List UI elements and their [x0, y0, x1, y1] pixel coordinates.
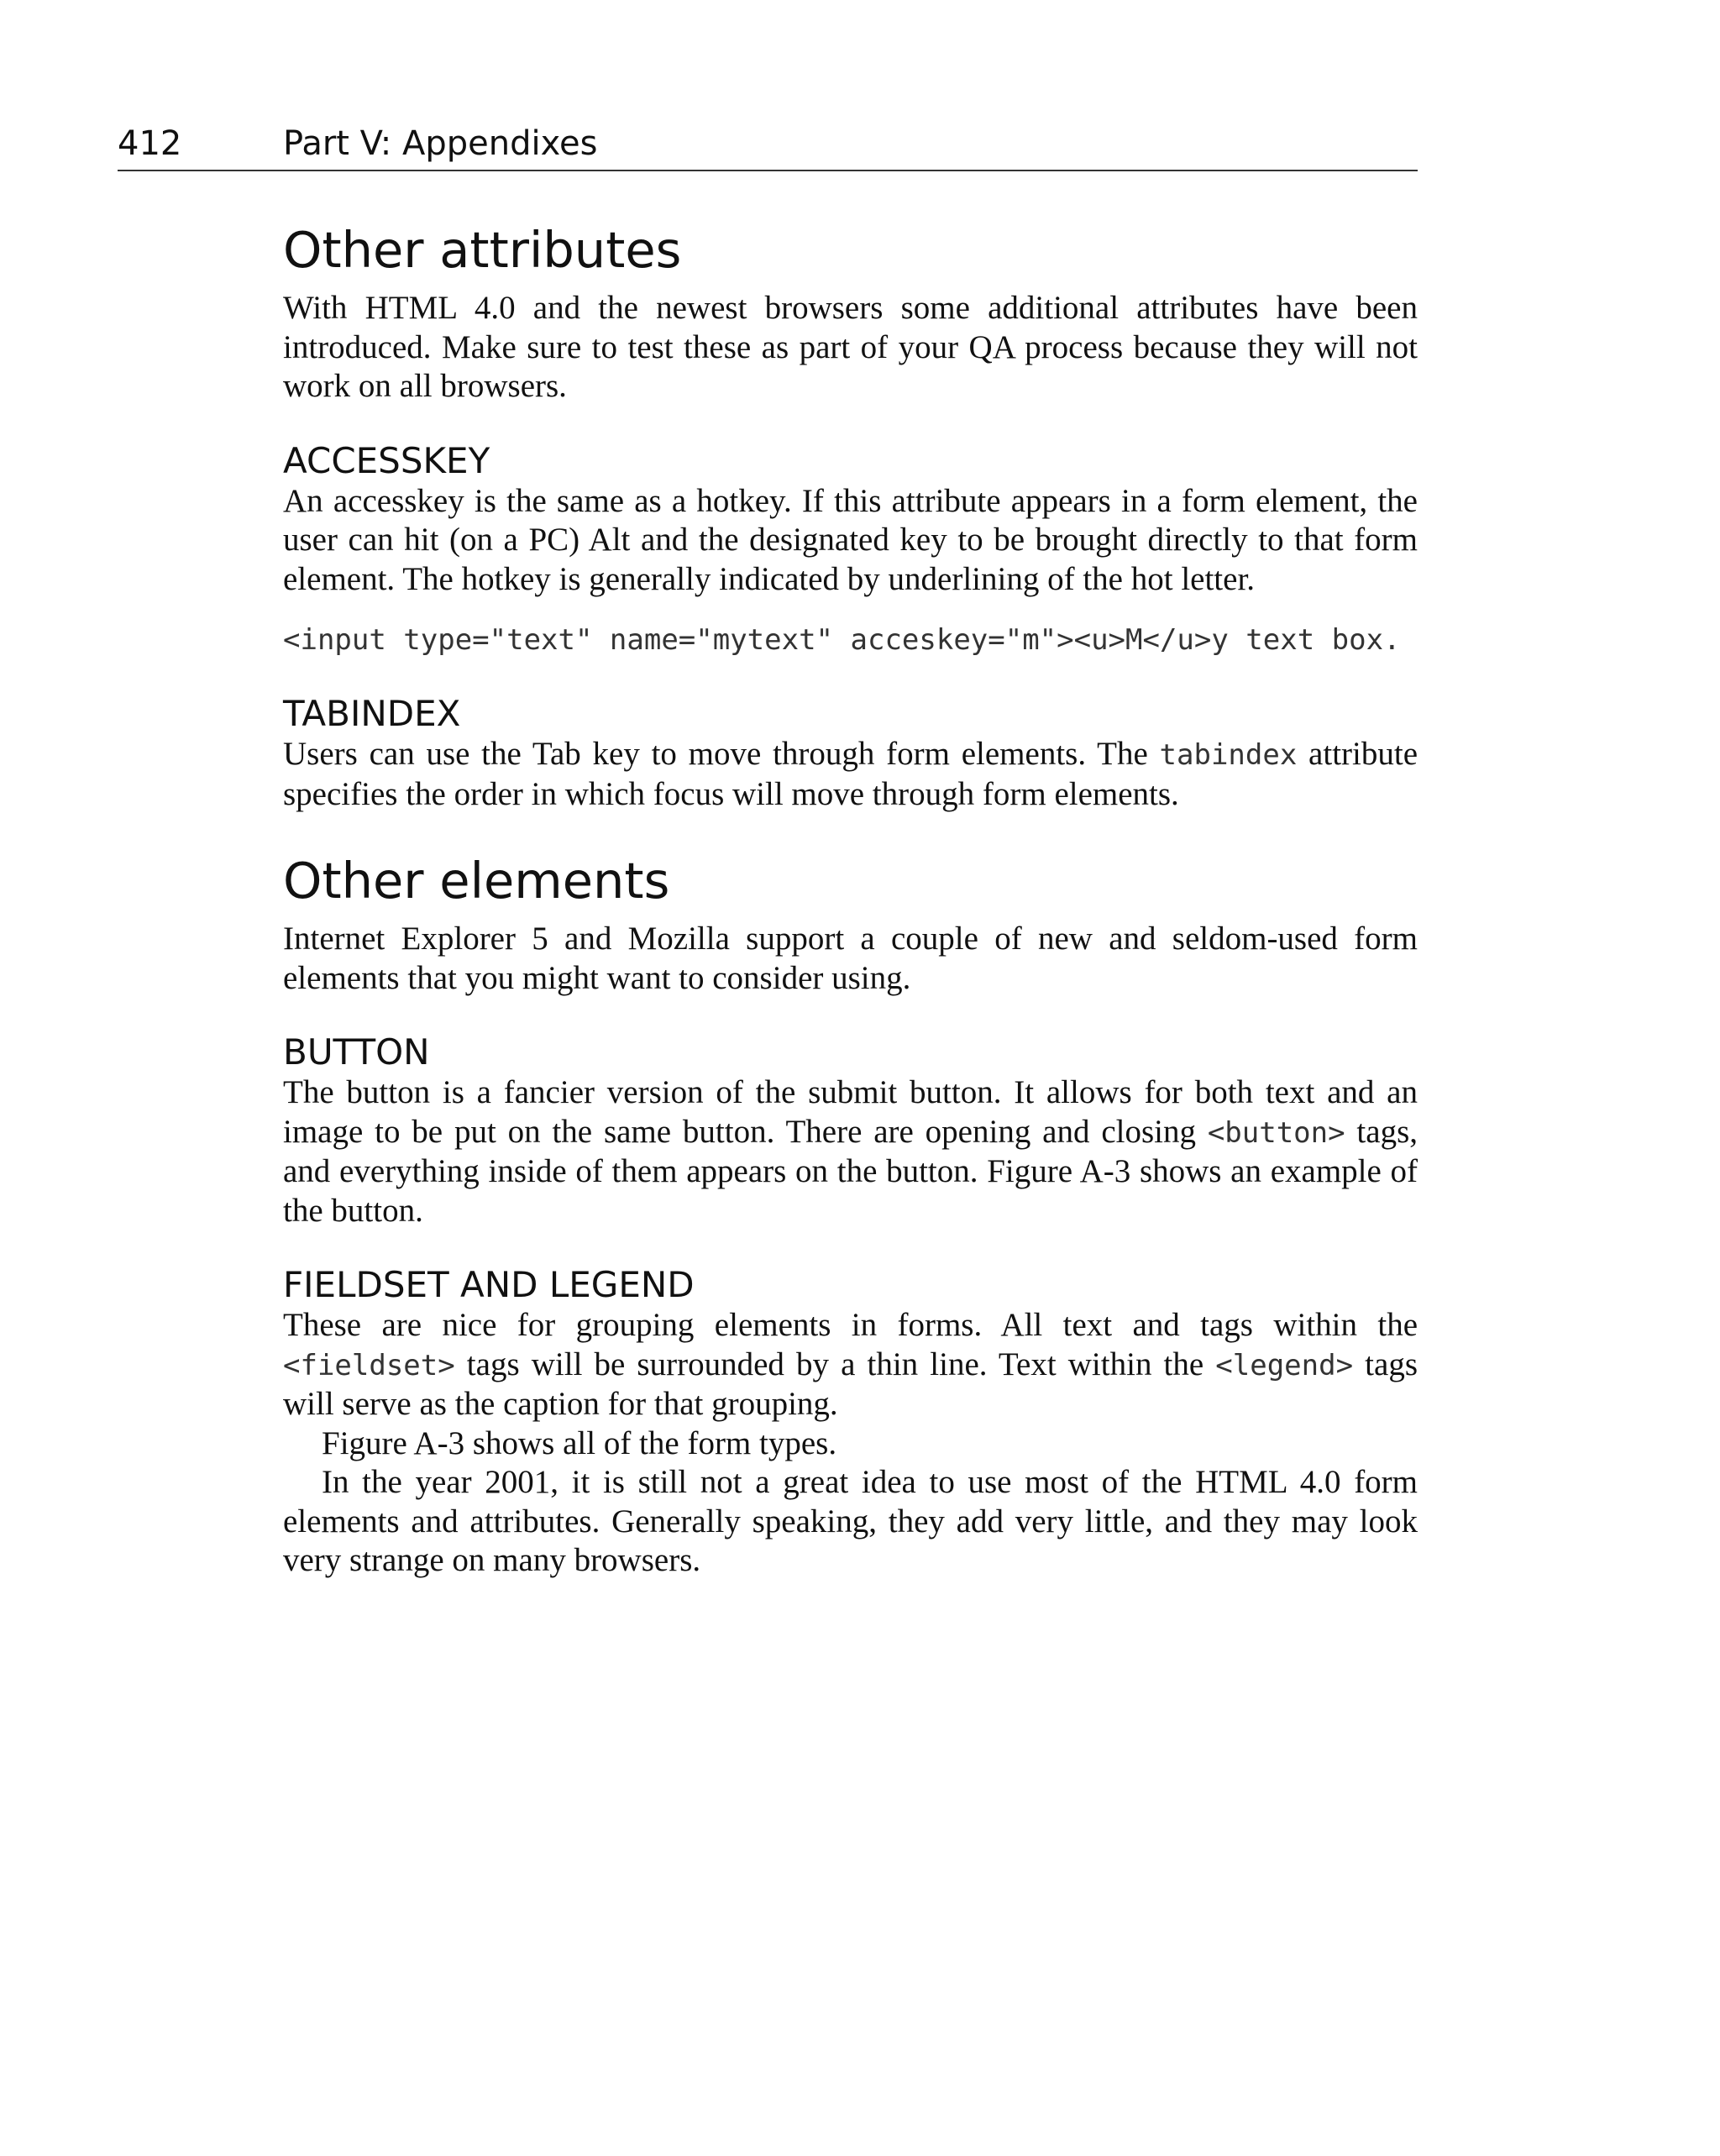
heading-button: BUTTON	[283, 1031, 430, 1073]
fieldset-text-3: tags will serve as the caption for that grouping.	[283, 1346, 1418, 1422]
tabindex-text-2: attribute specifies the order in which focus will move through form elements.	[283, 736, 1418, 812]
tabindex-body	[283, 735, 1418, 814]
button-inline-code: <button>	[1207, 1115, 1345, 1150]
fieldset-inline-code: <fieldset>	[283, 1348, 455, 1382]
heading-accesskey: ACCESSKEY	[283, 439, 490, 481]
fieldset-body	[283, 1306, 1418, 1424]
running-head	[118, 118, 1418, 171]
tabindex-inline-code: tabindex	[1159, 738, 1298, 772]
page-content	[283, 217, 1418, 1581]
tabindex-text-1: Users can use the Tab key to move through form elements. The	[283, 736, 1160, 772]
heading-other-elements: Other elements	[283, 852, 670, 910]
fieldset-text-2: tags will be surrounded by a thin line. Text within the	[454, 1346, 1216, 1382]
heading-tabindex: TABINDEX	[283, 693, 461, 734]
button-body	[283, 1073, 1418, 1230]
accesskey-code-example: <input type="text" name="mytext" acceskey="m"><u>M</u>y text box.	[283, 623, 1401, 657]
closing-paragraph: In the year 2001, it is still not a great idea to use most of the HTML 4.0 form elements and attributes. Generally speaking, they add very little, and they may look very strange on many browsers.	[283, 1464, 1418, 1578]
other-elements-intro: Internet Explorer 5 and Mozilla support a couple of new and seldom-used form elements that you might want to consider using.	[283, 921, 1418, 996]
accesskey-body: An accesskey is the same as a hotkey. If this attribute appears in a form element, the user can hit (on a PC) Alt and the designated key to be brought directly to that form element. The hotkey is generally indicated by underlining of the hot letter.	[283, 482, 1418, 597]
button-text-1: The button is a fancier version of the submit button. It allows for both text and an image to be put on the same button. There are opening and closing	[283, 1074, 1418, 1150]
part-title: Part V: Appendixes	[283, 124, 598, 163]
figure-reference-paragraph: Figure A-3 shows all of the form types.	[322, 1424, 837, 1461]
button-text-2: tags, and everything inside of them appears on the button. Figure A-3 shows an example of the button.	[283, 1113, 1418, 1229]
other-attributes-intro: With HTML 4.0 and the newest browsers some additional attributes have been introduced. Make sure to test these as part of your QA process because they will not work on all browsers.	[283, 290, 1418, 404]
fieldset-text-1: These are nice for grouping elements in forms. All text and tags within the	[283, 1307, 1418, 1343]
legend-inline-code: <legend>	[1215, 1348, 1354, 1382]
page-number: 412	[118, 124, 182, 163]
heading-other-attributes: Other attributes	[283, 221, 682, 279]
heading-fieldset-legend: FIELDSET AND LEGEND	[283, 1264, 695, 1305]
